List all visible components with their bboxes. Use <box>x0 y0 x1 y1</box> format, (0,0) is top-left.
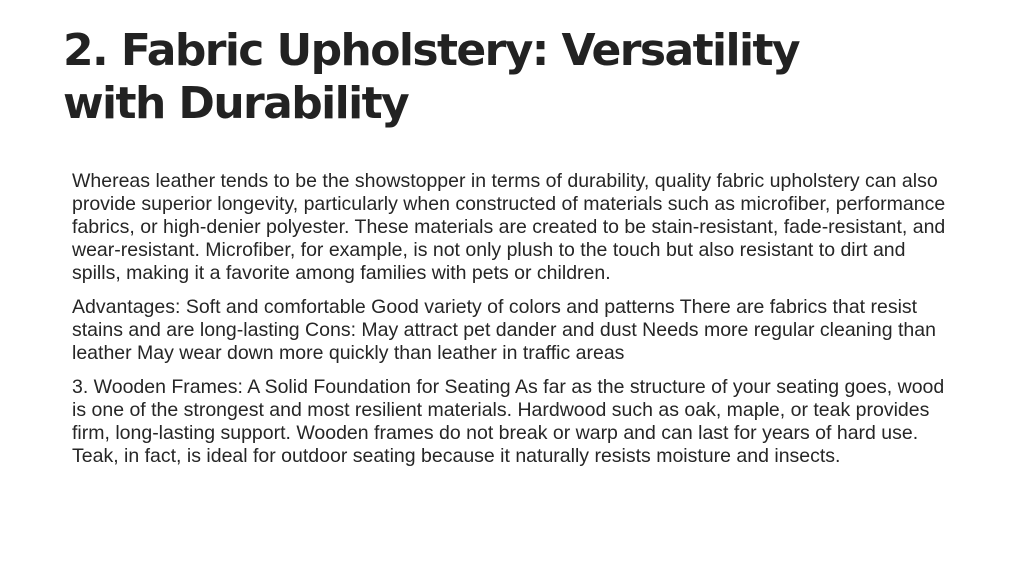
slide-title-line-1: 2. Fabric Upholstery: Versatility <box>63 25 799 76</box>
slide-body <box>72 170 957 479</box>
body-paragraph-pros-cons: Advantages: Soft and comfortable Good variety of colors and patterns There are fabrics that resist stains and are long-lasting Cons: May attract pet dander and dust Needs more regular cleaning than leather May wear down more quickly than leather in traffic areas <box>72 296 936 364</box>
slide-title-line-2: with Durability <box>63 78 409 129</box>
body-paragraph-wooden-frames: 3. Wooden Frames: A Solid Foundation for Seating As far as the structure of your seating goes, wood is one of the strongest and most resilient materials. Hardwood such as oak, maple, or teak provides firm, long-lasting support. Wooden frames do not break or warp and can last for years of hard use. Teak, in fact, is ideal for outdoor seating because it naturally resists moisture and insects. <box>72 376 945 467</box>
slide-title <box>63 24 963 130</box>
body-paragraph-intro: Whereas leather tends to be the showstopper in terms of durability, quality fabric upholstery can also provide superior longevity, particularly when constructed of materials such as microfiber, performance fabrics, or high-denier polyester. These materials are created to be stain-resistant, fade-resistant, and wear-resistant. Microfiber, for example, is not only plush to the touch but also resistant to dirt and spills, making it a favorite among families with pets or children. <box>72 170 946 284</box>
